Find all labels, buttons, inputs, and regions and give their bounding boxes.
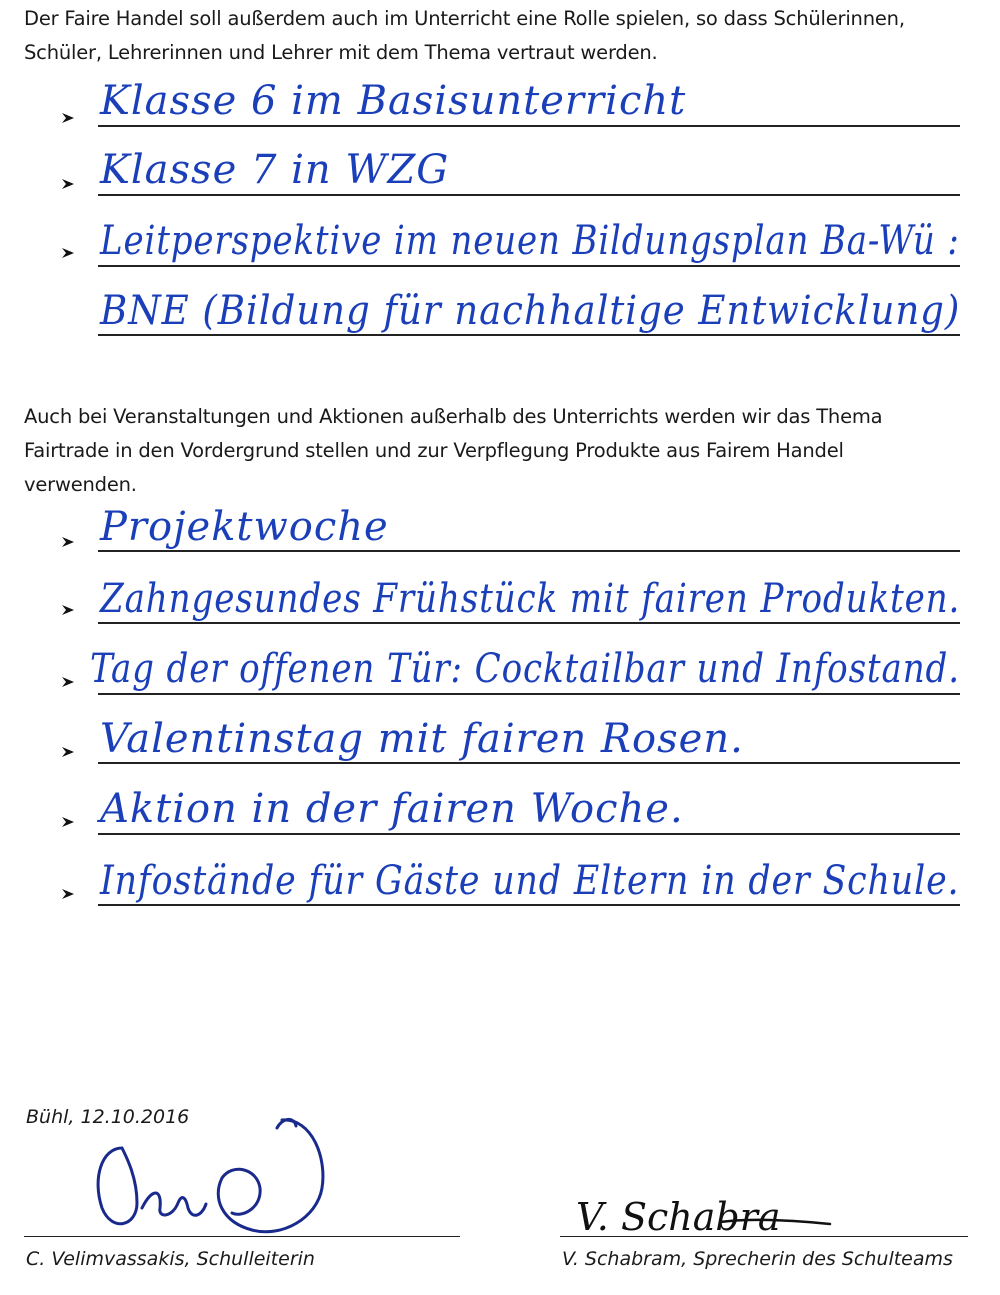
arrow-bullet-icon [60,814,76,830]
events-paragraph [24,400,974,502]
handwritten-entry: Infostände für Gäste und Eltern in der Schule. [100,858,960,904]
events-line-1: Auch bei Veranstaltungen und Aktionen außerhalb des Unterrichts werden wir das Thema [24,405,883,428]
fill-in-line [98,693,960,695]
handwritten-entry: Aktion in der fairen Woche. [100,786,684,832]
school-item [0,218,1000,282]
fill-in-line [98,904,960,906]
signature-caption-left: C. Velimvassakis, Schulleiterin [26,1248,315,1270]
school-item [0,78,1000,146]
arrow-bullet-icon [60,534,76,550]
event-item [0,576,1000,640]
fill-in-line [98,762,960,764]
events-line-3: verwenden. [24,473,137,496]
handwritten-entry: Valentinstag mit fairen Rosen. [100,716,744,762]
signature-left-drawing [82,1108,342,1248]
fill-in-line [98,334,960,336]
signature-line-right [560,1236,968,1237]
event-item [0,504,1000,570]
fill-in-line [98,550,960,552]
handwritten-entry: Tag der offenen Tür: Cocktailbar und Infostand. [90,646,960,692]
fill-in-line [98,194,960,196]
handwritten-entry: Klasse 7 in WZG [100,147,450,193]
school-item-continuation [0,290,1000,350]
intro-line-2: Schüler, Lehrerinnen und Lehrer mit dem Thema vertraut werden. [24,41,658,64]
intro-paragraph [24,2,974,70]
handwritten-entry: BNE (Bildung für nachhaltige Entwicklung) [100,288,961,334]
fill-in-line [98,833,960,835]
fill-in-line [98,622,960,624]
handwritten-entry: Klasse 6 im Basisunterricht [100,78,687,124]
handwritten-entry: Zahngesundes Frühstück mit fairen Produkten. [100,576,961,622]
event-item [0,716,1000,782]
place-date: Bühl, 12.10.2016 [26,1106,190,1128]
handwritten-entry: Leitperspektive im neuen Bildungsplan Ba-Wü : [100,218,960,264]
event-item [0,786,1000,852]
events-line-2: Fairtrade in den Vordergrund stellen und zur Verpflegung Produkte aus Fairem Handel [24,439,844,462]
intro-line-1: Der Faire Handel soll außerdem auch im Unterricht eine Rolle spielen, so dass Schülerinnen, [24,7,905,30]
signature-caption-right: V. Schabram, Sprecherin des Schulteams [562,1248,953,1270]
handwritten-entry: Projektwoche [100,504,389,550]
event-item [0,646,1000,712]
arrow-bullet-icon [60,602,76,618]
arrow-bullet-icon [60,886,76,902]
signature-right-text: V. Schabra [576,1195,781,1239]
school-item [0,147,1000,216]
arrow-bullet-icon [60,744,76,760]
fill-in-line [98,125,960,127]
arrow-bullet-icon [60,176,76,192]
arrow-bullet-icon [60,674,76,690]
arrow-bullet-icon [60,245,76,261]
fill-in-line [98,265,960,267]
event-item [0,858,1000,924]
signature-line-left [24,1236,460,1237]
arrow-bullet-icon [60,110,76,126]
